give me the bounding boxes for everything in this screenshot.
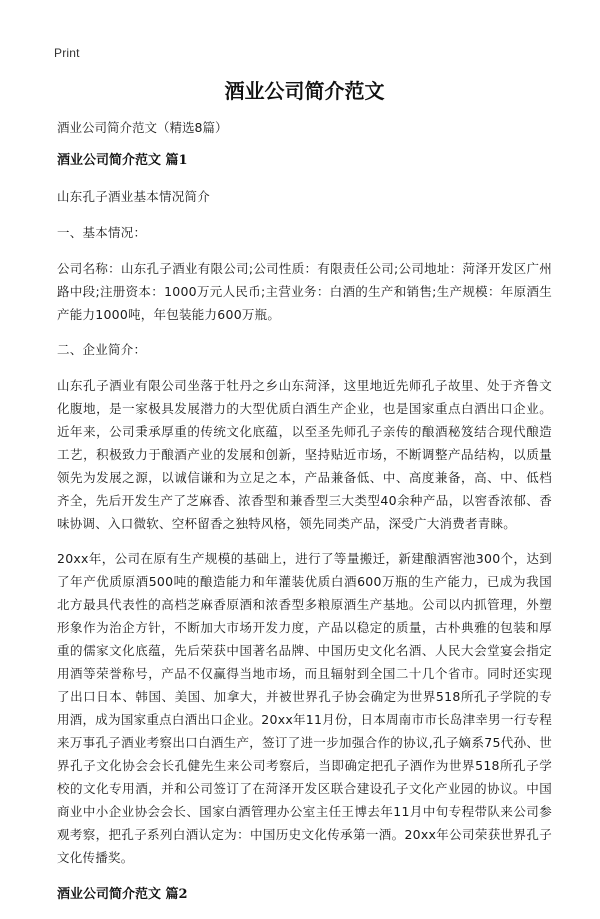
company-intro-paragraph: 山东孔子酒业有限公司坐落于牡丹之乡山东菏泽，这里地近先师孔子故里、处于齐鲁文化腹地，是一家极具发展潜力的大型优质白酒生产企业，也是国家重点白酒出口企业。近年来，公司秉承厚重的传统文化底蕴，以至圣先师孔子亲传的酿酒秘笈结合现代酿造工艺，积极致力于酿酒产业的发展和创新，坚持贴近市场，不断调整产品结构，以质量领先为发展之源，以诚信谦和为立足之本，产品兼备低、中、高度兼备，高、中、低档齐全，先后开发生产了芝麻香、浓香型和兼香型三大类型40余种产品，以窖香浓郁、香味协调、入口微软、空杯留香之独特风格，领先同类产品，深受广大消费者青睐。 xyxy=(57,378,552,531)
section-heading-1: 酒业公司简介范文 篇1 xyxy=(57,153,188,168)
document-subtitle: 酒业公司简介范文（精选8篇） xyxy=(57,120,228,135)
section-heading-2: 酒业公司简介范文 篇2 xyxy=(57,887,188,902)
company-intro-heading: 二、企业简介： xyxy=(57,342,147,357)
basic-info-heading: 一、基本情况： xyxy=(57,225,147,240)
document-body xyxy=(57,76,552,919)
history-paragraph: 20xx年，公司在原有生产规模的基础上，进行了等量搬迁，新建酿酒窖池300个，达到了年产优质原酒500吨的酿造能力和年灌装优质白酒600万瓶的生产能力，已成为我国北方最具代表性的高档芝麻香原酒和浓香型多粮原酒生产基地。公司以内抓管理，外塑形象作为治企方针，不断加大市场开发力度，产品以稳定的质量，古朴典雅的包装和厚重的儒家文化底蕴，先后荣获中国著名品牌、中国历史文化名酒、人民大会堂宴会指定用酒等荣誉称号，产品不仅赢得当地市场，而且辐射到全国二十几个省市。同时还实现了出口日本、韩国、美国、加拿大，并被世界孔子协会确定为世界518所孔子学院的专用酒，成为国家重点白酒出口企业。20xx年11月份，日本周南市市长岛津幸男一行专程来万事孔子酒业考察出口白酒生产，签订了进一步加强合作的协议,孔子嫡系75代孙、世界孔子文化协会会长孔健先生来公司考察后，当即确定把孔子酒作为世界518所孔子学校的文化专用酒，并和公司签订了在菏泽开发区联合建设孔子文化产业园的协议。中国商业中小企业协会会长、国家白酒管理办公室主任王博去年11月中旬专程带队来公司参观考察，把孔子系列白酒认定为：中国历史文化传承第一酒。20xx年公司荣获世界孔子文化传播奖。 xyxy=(57,551,552,865)
print-label: Print xyxy=(54,46,80,60)
intro-line: 山东孔子酒业基本情况简介 xyxy=(57,189,211,204)
basic-info-paragraph: 公司名称：山东孔子酒业有限公司;公司性质：有限责任公司;公司地址：菏泽开发区广州路中段;注册资本：1000万元人民币;主营业务：白酒的生产和销售;生产规模：年原酒生产能力1000吨，年包装能力600万瓶。 xyxy=(57,261,552,322)
page-title: 酒业公司简介范文 xyxy=(224,79,385,103)
